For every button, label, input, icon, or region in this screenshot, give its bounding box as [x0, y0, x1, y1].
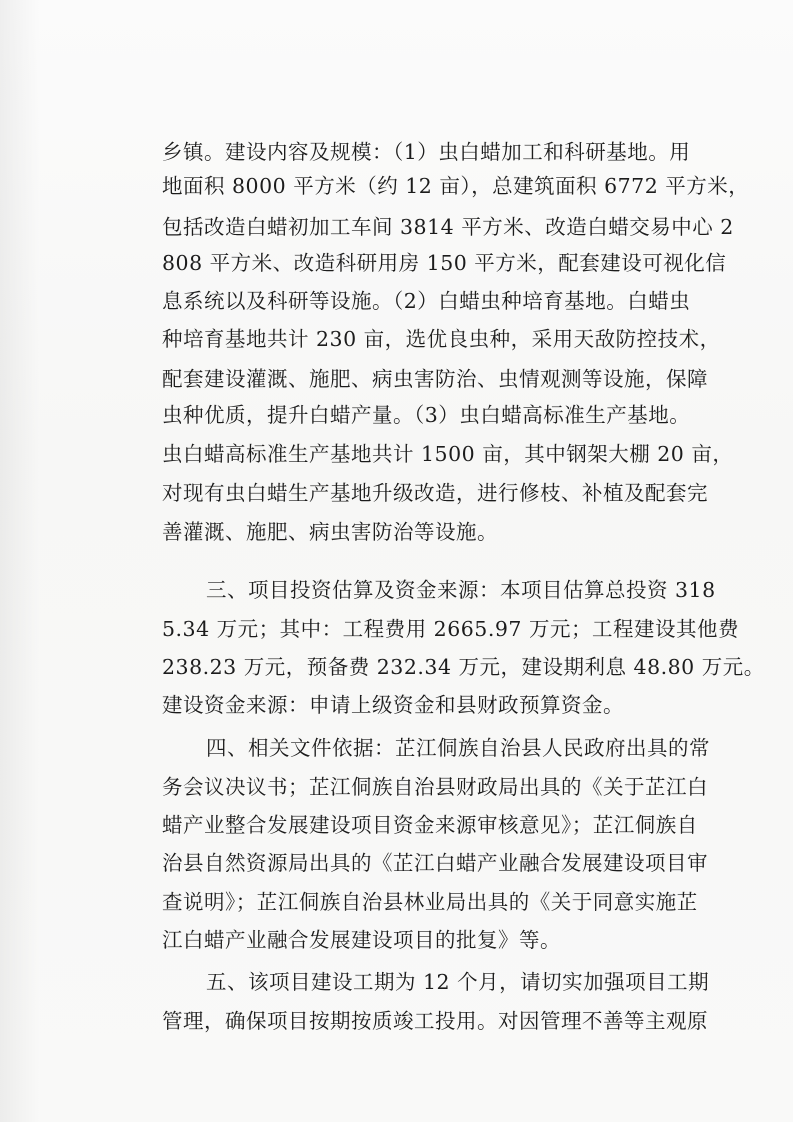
- text-line: 虫种优质，提升白蜡产量。（3）虫白蜡高标准生产基地。: [162, 403, 691, 427]
- text-line: 配套建设灌溉、施肥、病虫害防治、虫情观测等设施，保障: [162, 367, 708, 391]
- text-line: 238.23 万元，预备费 232.34 万元，建设期利息 48.80 万元。: [162, 655, 765, 679]
- text-line: 管理，确保项目按期按质竣工投用。对因管理不善等主观原: [162, 1009, 708, 1033]
- scan-shadow: [0, 0, 40, 1122]
- text-line: 善灌溉、施肥、病虫害防治等设施。: [162, 520, 498, 544]
- text-line: 务会议决议书；芷江侗族自治县财政局出具的《关于芷江白: [162, 775, 708, 799]
- text-line: 治县自然资源局出具的《芷江白蜡产业融合发展建设项目审: [162, 851, 708, 875]
- text-line: 包括改造白蜡初加工车间 3814 平方米、改造白蜡交易中心 2: [162, 215, 734, 239]
- text-line: 查说明》；芷江侗族自治县林业局出具的《关于同意实施芷: [162, 890, 698, 914]
- text-line: 乡镇。建设内容及规模：（1）虫白蜡加工和科研基地。用: [162, 140, 691, 164]
- text-line: 虫白蜡高标准生产基地共计 1500 亩，其中钢架大棚 20 亩，: [162, 442, 734, 466]
- text-line: 建设资金来源：申请上级资金和县财政预算资金。: [162, 693, 624, 717]
- text-line: 种培育基地共计 230 亩，选优良虫种，采用天敌防控技术，: [162, 327, 721, 351]
- text-line: 蜡产业整合发展建设项目资金来源审核意见》；芷江侗族自: [162, 813, 698, 837]
- text-line: 江白蜡产业融合发展建设项目的批复》等。: [162, 928, 561, 952]
- section-heading-line: 四、相关文件依据：芷江侗族自治县人民政府出具的常: [206, 736, 710, 760]
- text-line: 地面积 8000 平方米（约 12 亩），总建筑面积 6772 平方米，: [162, 174, 750, 198]
- section-heading-line: 三、项目投资估算及资金来源：本项目估算总投资 318: [206, 578, 716, 602]
- text-line: 息系统以及科研等设施。（2）白蜡虫种培育基地。白蜡虫: [162, 289, 691, 313]
- text-line: 5.34 万元；其中：工程费用 2665.97 万元；工程建设其他费: [162, 617, 739, 641]
- section-heading-line: 五、该项目建设工期为 12 个月，请切实加强项目工期: [206, 970, 710, 994]
- text-line: 对现有虫白蜡生产基地升级改造，进行修枝、补植及配套完: [162, 481, 708, 505]
- text-line: 808 平方米、改造科研用房 150 平方米，配套建设可视化信: [162, 251, 727, 275]
